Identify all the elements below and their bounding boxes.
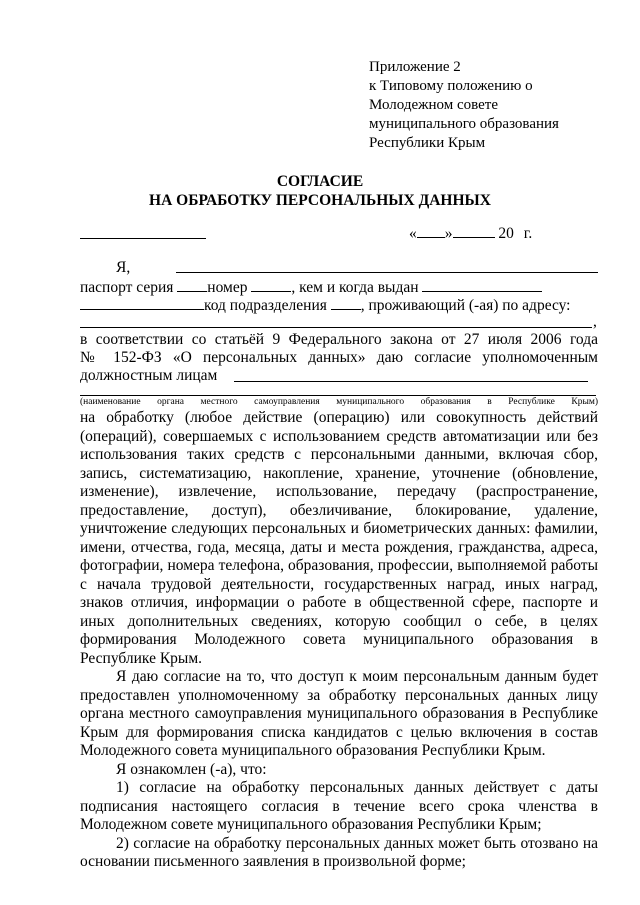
day-blank[interactable] bbox=[417, 224, 445, 238]
division-code-label: код подразделения bbox=[204, 297, 327, 314]
year-prefix: 20 bbox=[498, 225, 514, 242]
year-suffix: г. bbox=[523, 225, 533, 242]
date-quote-open: « bbox=[409, 225, 417, 242]
passport-line bbox=[80, 278, 598, 297]
issued-by-blank[interactable] bbox=[422, 278, 542, 292]
officials-line bbox=[80, 367, 598, 385]
item-1-paragraph: 1) согласие на обработку персональных данных действует с даты подписания настоящего согласия в течение всего срока членства в Молодежном совете муниципального образования Республики Крым; bbox=[80, 779, 598, 833]
appendix-line: Республики Крым bbox=[369, 135, 486, 151]
date-quote-close: » bbox=[444, 225, 453, 242]
appendix-line: муниципального образования bbox=[369, 116, 559, 132]
division-code-blank[interactable] bbox=[331, 296, 361, 310]
residing-label: , проживающий (-ая) по адресу: bbox=[360, 297, 571, 314]
passport-series-blank[interactable] bbox=[177, 278, 207, 292]
authority-blank[interactable] bbox=[80, 395, 596, 396]
place-blank[interactable] bbox=[80, 238, 206, 239]
law-line-1: в соответствии со статьёй 9 Федерального закона от 27 июля 2006 года bbox=[80, 331, 598, 348]
passport-number-blank[interactable] bbox=[251, 278, 291, 292]
appendix-line: Молодежном совете bbox=[369, 97, 498, 113]
issued-label: , кем и когда выдан bbox=[291, 279, 419, 296]
full-name-blank[interactable] bbox=[176, 272, 598, 273]
name-line bbox=[80, 259, 598, 277]
processing-paragraph: на обработку (любое действие (операцию) или совокупность действий (операций), совершаемых с использованием средств автоматизации или без использования таких средств с персональными данными, включая сбор, запись, систематизацию, накопление, хранение, уточнение (обновление, изменение), извлечение, использование, передачу (распространение, предоставление, доступ), обезличивание, блокирование, удаление, уничтожение следующих персональных и биометрических данных: фамилии, имени, отчества, года, месяца, даты и места рождения, гражданства, адреса, фотографии, номера телефона, образования, профессии, выполняемой работы с начала трудовой деятельности, государственных наград, иных наград, знаков отличия, информации о работе в общественной сфере, паспорте и иных дополнительных сведениях, которую сообщил о себе, в целях формирования Молодежного совета муниципального образования в Республике Крым. bbox=[80, 409, 598, 667]
document-subtitle: НА ОБРАБОТКУ ПЕРСОНАЛЬНЫХ ДАННЫХ bbox=[149, 192, 491, 209]
acquainted-paragraph: Я ознакомлен (-а), что: bbox=[116, 760, 267, 778]
issue-date-blank[interactable] bbox=[80, 296, 204, 310]
law-line-2: № 152-ФЗ «О персональных данных» даю согласие уполномоченным bbox=[80, 349, 598, 366]
officials-label: должностным лицам bbox=[80, 367, 218, 384]
address-blank[interactable] bbox=[80, 327, 592, 328]
appendix-block bbox=[369, 58, 619, 153]
document-title: СОГЛАСИЕ bbox=[276, 173, 364, 190]
passport-label: паспорт серия bbox=[80, 279, 174, 296]
number-label: номер bbox=[207, 279, 248, 296]
division-line bbox=[80, 296, 598, 315]
officials-blank[interactable] bbox=[234, 381, 588, 382]
item-2-paragraph: 2) согласие на обработку персональных данных может быть отозвано на основании письменного заявления в произвольной форме; bbox=[80, 834, 598, 870]
consent-body bbox=[80, 409, 598, 872]
address-comma: , bbox=[593, 313, 597, 330]
date-field[interactable] bbox=[409, 224, 532, 243]
month-blank[interactable] bbox=[453, 224, 495, 238]
access-paragraph: Я даю согласие на то, что доступ к моим персональным данным будет предоставлен уполномоченному за обработку персональных данных лицу органа местного самоуправления муниципального образования в Республике Крым для формирования списка кандидатов с целью включения в состав Молодежного совета муниципального образования Республики Крым. bbox=[80, 668, 598, 759]
appendix-line: к Типовому положению о bbox=[369, 78, 533, 94]
appendix-line: Приложение 2 bbox=[369, 59, 461, 75]
authority-caption: (наименование органа местного самоуправления муниципального образования в Республике Крым) bbox=[80, 397, 598, 407]
i-label: Я, bbox=[116, 259, 131, 276]
